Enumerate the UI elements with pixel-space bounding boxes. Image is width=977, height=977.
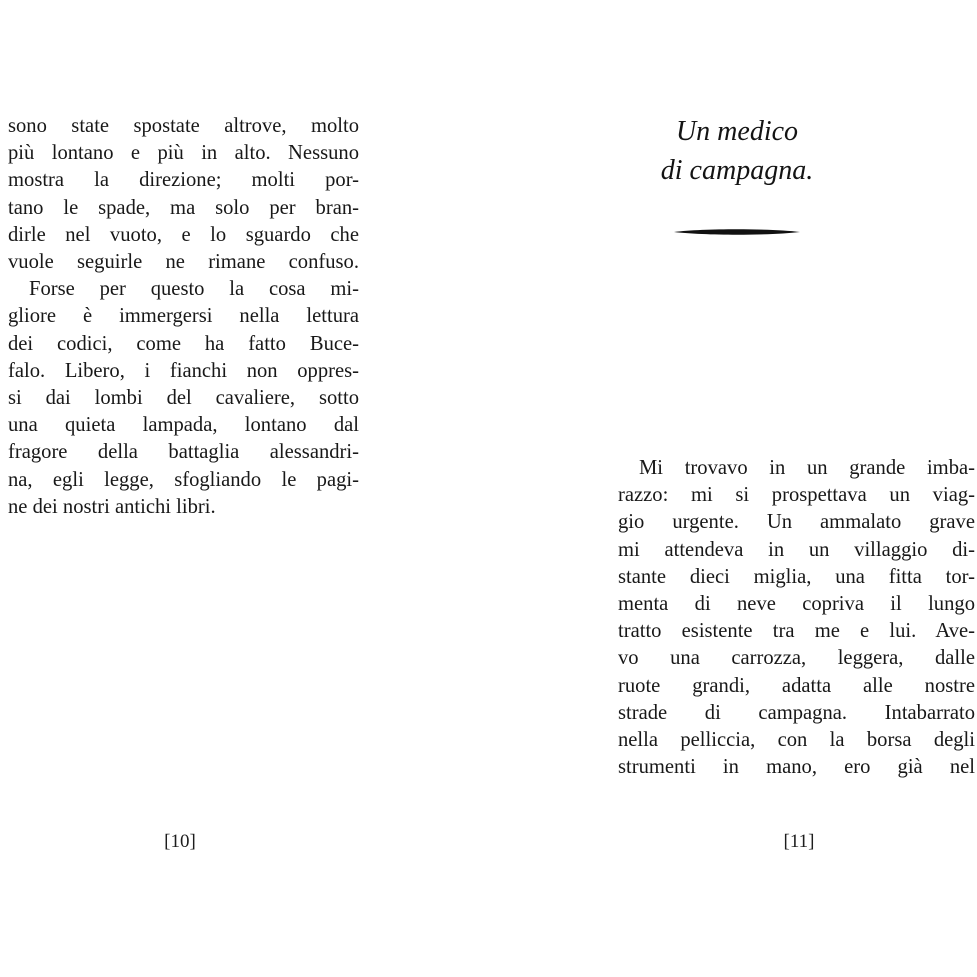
text-line: sono state spostate altrove, molto [8,115,359,137]
text-line: vuole seguirle ne rimane confuso. [8,251,359,274]
paragraph-mi-trovavo [618,455,975,781]
text-line-indented [618,455,975,482]
text-line: gliore è immergersi nella lettura [8,305,359,328]
chapter-title-line-2: di campagna. [660,155,814,186]
text-line: una quieta lampada, lontano dal [8,414,359,437]
text-line: dei codici, come ha fatto Buce- [8,332,359,355]
text-line: strumenti in mano, ero già nel [618,756,975,779]
right-page-text-column [618,455,975,781]
text-line-content: Mi trovavo in un grande imba- [639,457,975,479]
paragraph-continuation [8,113,359,276]
text-line: si dai lombi del cavaliere, sotto [8,387,359,410]
text-line: mostra la direzione; molti por- [8,169,359,192]
paragraph-forse-per-questo [8,276,359,521]
text-line: vo una carrozza, leggera, dalle [618,647,975,670]
text-line: ne dei nostri antichi libri. [8,495,216,518]
text-line: falo. Libero, i fianchi non oppres- [8,359,359,382]
text-line: nella pelliccia, con la borsa degli [618,729,975,752]
page-left [0,0,480,977]
text-line: più lontano e più in alto. Nessuno [8,142,359,165]
text-line: dirle nel vuoto, e lo sguardo che [8,223,359,246]
text-line: tratto esistente tra me e lui. Ave- [618,620,975,643]
left-page-text-column [8,113,359,521]
text-line: ruote grandi, adatta alle nostre [618,674,975,697]
chapter-title-line-1: Un medico [675,116,799,147]
page-number-left: [10] [164,831,196,852]
lens-rule-icon [497,222,977,242]
text-line: menta di neve copriva il lungo [618,593,975,616]
text-line: razzo: mi si prospettava un viag- [618,484,975,507]
text-line: mi attendeva in un villaggio di- [618,538,975,561]
text-line: tano le spade, ma solo per bran- [8,196,359,219]
page-number-right: [11] [783,831,815,852]
text-line: gio urgente. Un ammalato grave [618,511,975,534]
chapter-title [497,112,977,190]
page-right [497,0,977,977]
text-line-indented [8,276,359,303]
text-line: stante dieci miglia, una fitta tor- [618,565,975,588]
text-line: na, egli legge, sfogliando le pagi- [8,468,359,491]
text-line: strade di campagna. Intabarrato [618,701,975,724]
text-line: fragore della battaglia alessandri- [8,441,359,464]
text-line-content: Forse per questo la cosa mi- [29,278,359,301]
